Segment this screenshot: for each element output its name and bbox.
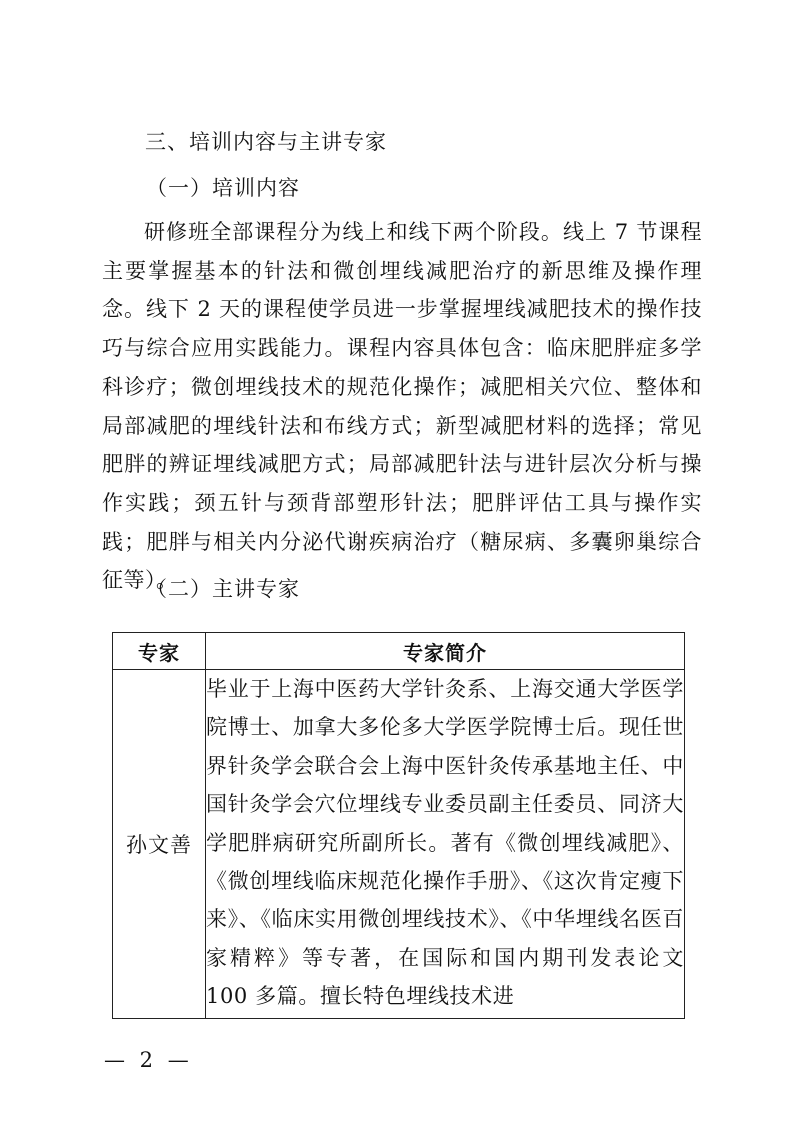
lecturers-heading: （二）主讲专家 xyxy=(146,577,300,601)
page-number: — 2 — xyxy=(104,1048,193,1072)
training-content-heading: （一）培训内容 xyxy=(146,176,300,200)
section-heading: 三、培训内容与主讲专家 xyxy=(145,130,387,154)
table-header-row xyxy=(113,633,685,670)
expert-name: 孙文善 xyxy=(113,670,206,1019)
expert-bio: 毕业于上海中医药大学针灸系、上海交通大学医学院博士、加拿大多伦多大学医学院博士后。现任世界针灸学会联合会上海中医针灸传承基地主任、中国针灸学会穴位埋线专业委员副主任委员、同济大学肥胖病研究所副所长。著有《微创埋线减肥》、《微创埋线临床规范化操作手册》、《这次肯定瘦下来》、《临床实用微创埋线技术》、《中华埋线名医百家精粹》等专著，在国际和国内期刊发表论文 100 多篇。擅长特色埋线技术进 xyxy=(206,670,685,1019)
table-row xyxy=(113,670,685,1019)
column-header-profile: 专家简介 xyxy=(206,633,685,670)
column-header-expert: 专家 xyxy=(113,633,206,670)
experts-table xyxy=(112,632,685,1019)
training-content-paragraph: 研修班全部课程分为线上和线下两个阶段。线上 7 节课程主要掌握基本的针法和微创埋线减肥治疗的新思维及操作理念。线下 2 天的课程使学员进一步掌握埋线减肥技术的操作技巧与综合应用实践能力。课程内容具体包含：临床肥胖症多学科诊疗；微创埋线技术的规范化操作；减肥相关穴位、整体和局部减肥的埋线针法和布线方式；新型减肥材料的选择；常见肥胖的辨证埋线减肥方式；局部减肥针法与进针层次分析与操作实践；颈五针与颈背部塑形针法；肥胖评估工具与操作实践；肥胖与相关内分泌代谢疾病治疗（糖尿病、多囊卵巢综合征等）。 xyxy=(102,220,702,593)
